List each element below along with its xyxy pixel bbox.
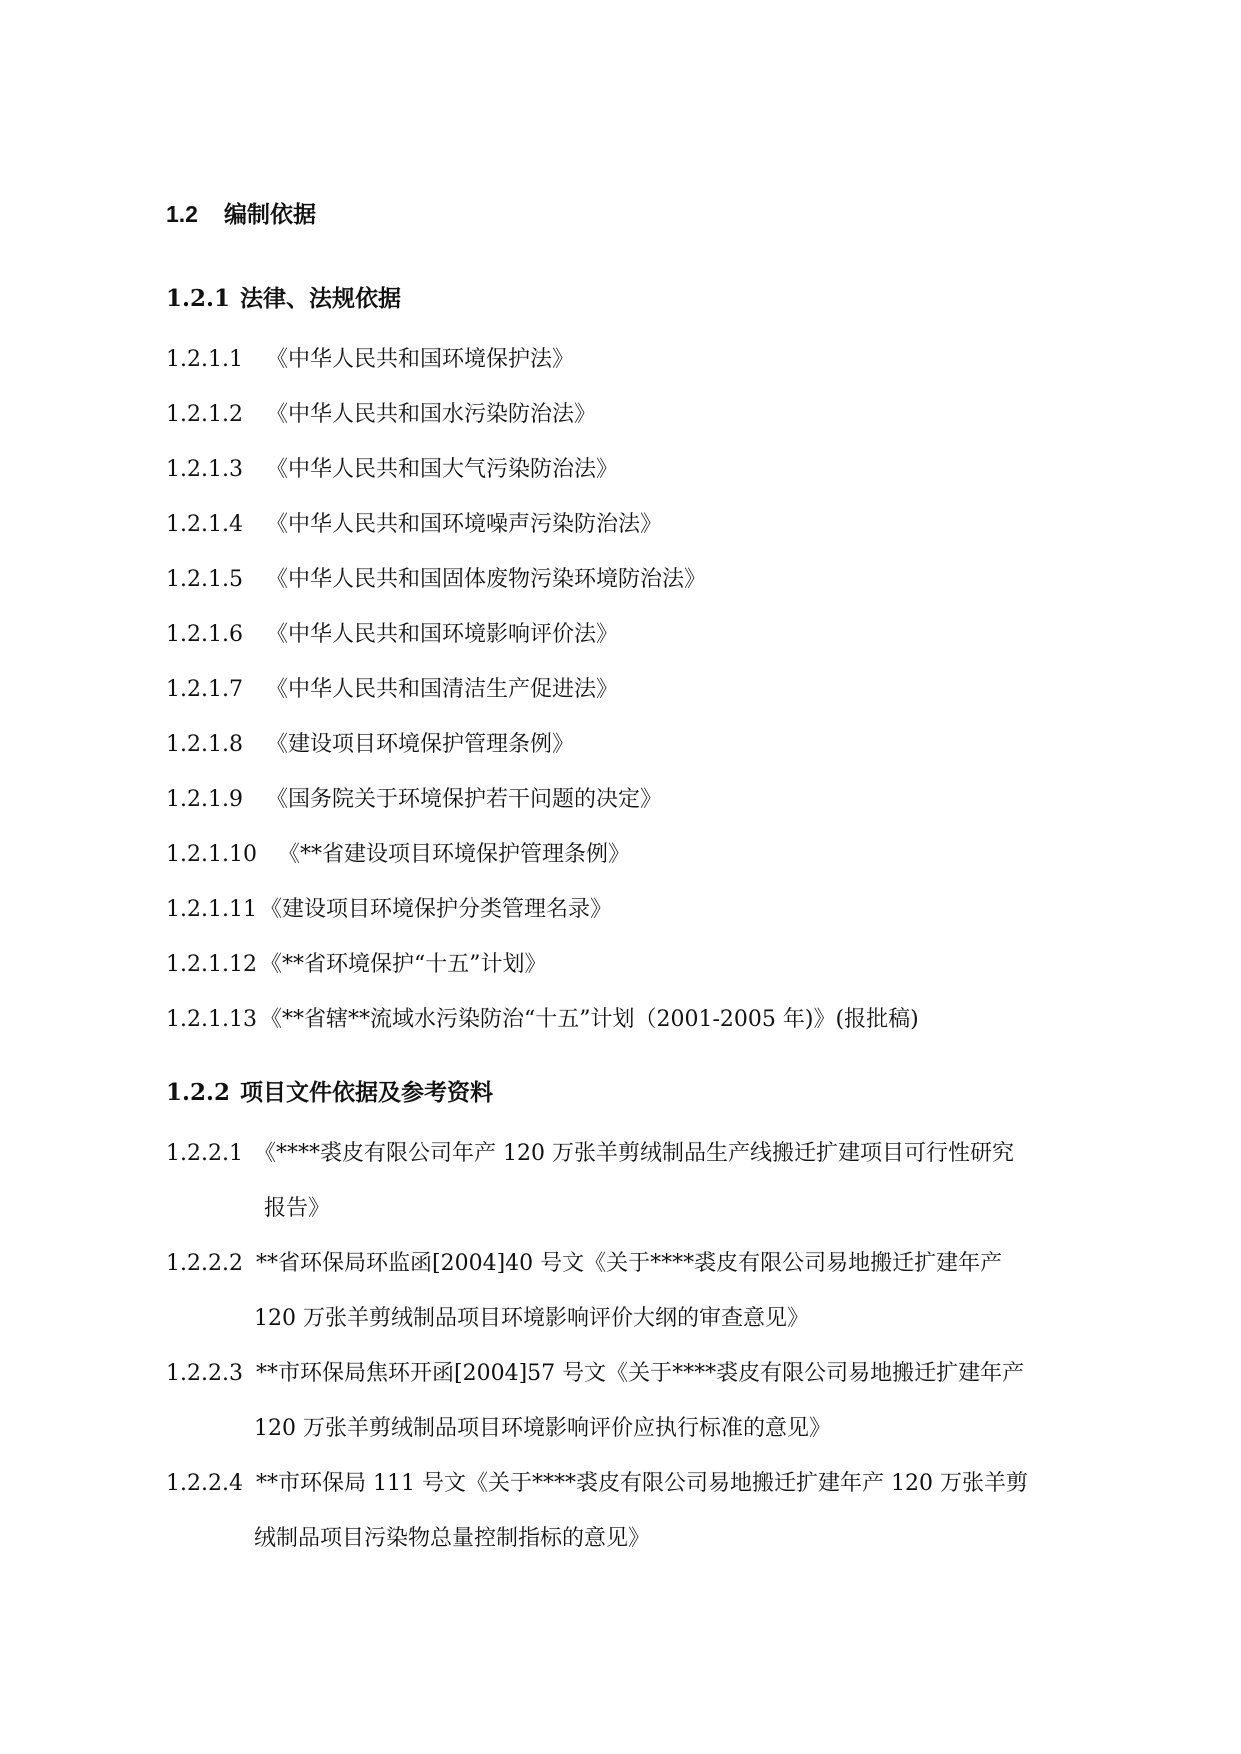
list-item xyxy=(166,401,596,429)
list-item xyxy=(166,676,618,704)
item-text-line2: 120 万张羊剪绒制品项目环境影响评价大纲的审查意见》 xyxy=(254,1306,809,1331)
item-number: 1.2.1.13 xyxy=(166,1007,257,1032)
reference-item xyxy=(166,1140,1126,1221)
reference-item xyxy=(166,1470,1126,1551)
item-text: 《中华人民共和国大气污染防治法》 xyxy=(266,457,619,482)
list-item xyxy=(166,621,618,649)
item-text-line2: 报告》 xyxy=(264,1196,331,1221)
list-item xyxy=(166,456,618,484)
item-number: 1.2.1.11 xyxy=(166,897,257,922)
item-text-line1: 《****裘皮有限公司年产 120 万张羊剪绒制品生产线搬迁扩建项目可行性研究 xyxy=(254,1141,1014,1166)
item-number: 1.2.1.6 xyxy=(166,622,243,647)
item-text-line1: **市环保局焦环开函[2004]57 号文《关于****裘皮有限公司易地搬迁扩建年产 xyxy=(256,1361,1025,1386)
list-item xyxy=(166,841,630,869)
list-item xyxy=(166,896,612,924)
item-text: 《**省建设项目环境保护管理条例》 xyxy=(278,842,631,867)
item-number: 1.2.2.4 xyxy=(166,1471,243,1496)
list-item xyxy=(166,786,662,814)
subsection-number: 1.2.2 xyxy=(166,1079,231,1106)
item-text: 《中华人民共和国环境噪声污染防治法》 xyxy=(266,512,663,537)
item-text: 《中华人民共和国环境保护法》 xyxy=(266,347,575,372)
item-text: 《中华人民共和国固体废物污染环境防治法》 xyxy=(266,567,707,592)
item-text: 《建设项目环境保护分类管理名录》 xyxy=(260,897,613,922)
item-number: 1.2.1.7 xyxy=(166,677,243,702)
item-text-line1: **省环保局环监函[2004]40 号文《关于****裘皮有限公司易地搬迁扩建年产 xyxy=(256,1251,1003,1276)
list-item xyxy=(166,951,547,979)
subsection-title: 法律、法规依据 xyxy=(240,285,401,312)
item-number: 1.2.1.10 xyxy=(166,842,257,867)
item-number: 1.2.1.2 xyxy=(166,402,243,427)
subsection-number: 1.2.1 xyxy=(166,285,231,312)
item-text-line2: 120 万张羊剪绒制品项目环境影响评价应执行标准的意见》 xyxy=(254,1416,831,1441)
item-number: 1.2.1.4 xyxy=(166,512,243,537)
item-number: 1.2.2.3 xyxy=(166,1361,243,1386)
reference-item xyxy=(166,1250,1126,1331)
list-item xyxy=(166,346,574,374)
reference-item xyxy=(166,1360,1126,1441)
item-text: 《中华人民共和国清洁生产促进法》 xyxy=(266,677,619,702)
subsection-heading-laws xyxy=(166,280,401,313)
list-item xyxy=(166,511,662,539)
item-number: 1.2.1.12 xyxy=(166,952,257,977)
item-number: 1.2.1.8 xyxy=(166,732,243,757)
section-heading xyxy=(166,196,316,229)
item-text: 《建设项目环境保护管理条例》 xyxy=(266,732,575,757)
item-text: 《**省环境保护“十五”计划》 xyxy=(260,952,547,977)
item-number: 1.2.2.2 xyxy=(166,1251,243,1276)
item-text: 《国务院关于环境保护若干问题的决定》 xyxy=(266,787,663,812)
section-title: 编制依据 xyxy=(224,201,316,227)
item-text: 《中华人民共和国水污染防治法》 xyxy=(266,402,597,427)
list-item xyxy=(166,566,706,594)
item-number: 1.2.1.1 xyxy=(166,347,243,372)
item-number: 1.2.1.9 xyxy=(166,787,243,812)
item-number: 1.2.1.3 xyxy=(166,457,243,482)
item-number: 1.2.2.1 xyxy=(166,1141,243,1166)
item-number: 1.2.1.5 xyxy=(166,567,243,592)
list-item xyxy=(166,731,574,759)
section-number: 1.2 xyxy=(166,201,198,227)
subsection-title: 项目文件依据及参考资料 xyxy=(240,1079,493,1106)
item-text: 《中华人民共和国环境影响评价法》 xyxy=(266,622,619,647)
item-text: 《**省辖**流域水污染防治“十五”计划（2001-2005 年)》(报批稿) xyxy=(260,1007,919,1032)
list-item xyxy=(166,1006,919,1034)
item-text-line2: 绒制品项目污染物总量控制指标的意见》 xyxy=(254,1526,651,1551)
subsection-heading-project-docs xyxy=(166,1074,493,1107)
item-text-line1: **市环保局 111 号文《关于****裘皮有限公司易地搬迁扩建年产 120 万张羊剪 xyxy=(256,1471,1028,1496)
